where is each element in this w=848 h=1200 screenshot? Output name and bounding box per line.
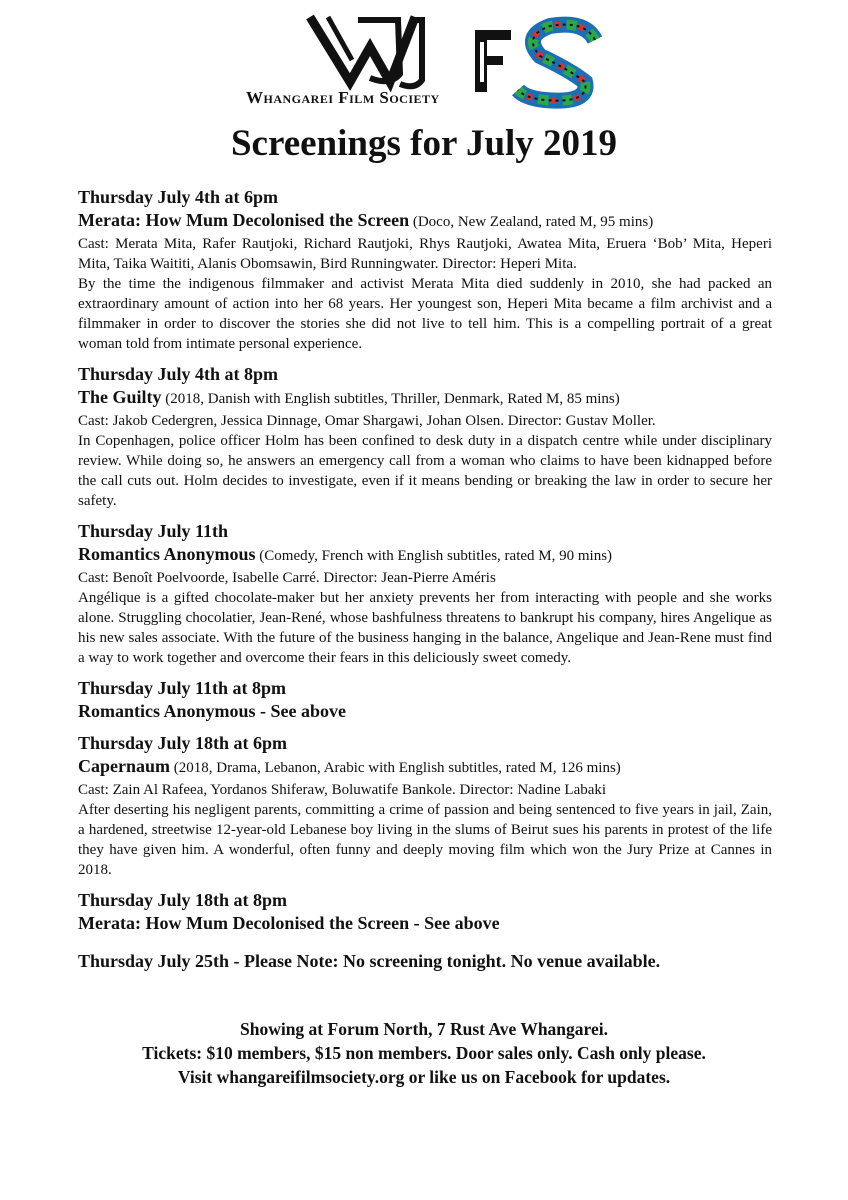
session-july-4-8pm: [78, 363, 772, 511]
film-description: After deserting his negligent parents, committing a crime of passion and being sentenced to five years in jail, Zain, a hardened, streetwise 12-year-old Lebanese boy living in the slums of Beirut sues his parents in protest of the life they have given him. A wonderful, often funny and deeply moving film which won the Jury Prize at Cannes in 2018.: [78, 802, 772, 878]
film-meta: (Doco, New Zealand, rated M, 95 mins): [409, 214, 654, 230]
session-july-11: [78, 520, 772, 668]
film-line: [78, 386, 772, 411]
page-title: Screenings for July 2019: [230, 123, 618, 164]
film-title: Capernaum: [78, 756, 171, 776]
session-heading: Thursday July 18th at 8pm: [78, 890, 288, 910]
session-heading: Thursday July 11th at 8pm: [78, 678, 287, 698]
film-cast: Cast: Jakob Cedergren, Jessica Dinnage, Omar Shargawi, Johan Olsen. Director: Gustav Moller.: [78, 413, 656, 429]
film-line: [78, 755, 772, 780]
logo-text: Whangarei Film Society: [246, 88, 440, 107]
website-line: Visit whangareifilmsociety.org or like us on Facebook for updates.: [177, 1067, 671, 1087]
film-cast: Cast: Benoît Poelvoorde, Isabelle Carré. Director: Jean-Pierre Améris: [78, 570, 496, 586]
film-line: [78, 543, 772, 568]
no-screening-note: Thursday July 25th - Please Note: No screening tonight. No venue available.: [78, 951, 661, 971]
film-cast: Cast: Merata Mita, Rafer Rautjoki, Richard Rautjoki, Rhys Rautjoki, Awatea Mita, Eruera ‘Bob’ Mita, Heperi Mita, Taika Waititi, Alanis Obomsawin, Bird Runningwater. Director: Heperi Mita.: [78, 236, 772, 272]
film-cast: Cast: Zain Al Rafeea, Yordanos Shiferaw, Boluwatife Bankole. Director: Nadine Labaki: [78, 782, 607, 798]
film-description: In Copenhagen, police officer Holm has been confined to desk duty in a dispatch centre while under disciplinary review. While doing so, he answers an emergency call from a woman who claims to have been kidnapped before the call cuts out. Holm decides to investigate, even if it means bending or breaking the law in order to secure her safety.: [78, 433, 772, 509]
film-description: By the time the indigenous filmmaker and activist Merata Mita died suddenly in 2010, she had packed an extraordinary amount of action into her 68 years. Her youngest son, Heperi Mita became a film archivist and a filmmaker in order to discover the stories she did not live to tell him. This is a compelling portrait of a great woman told from intimate personal experience.: [78, 276, 772, 352]
session-heading: Thursday July 4th at 8pm: [78, 364, 279, 384]
film-meta: (2018, Danish with English subtitles, Thriller, Denmark, Rated M, 85 mins): [161, 391, 620, 407]
tickets-line: Tickets: $10 members, $15 non members. Door sales only. Cash only please.: [142, 1043, 706, 1063]
session-heading: Thursday July 4th at 6pm: [78, 187, 279, 207]
film-title: Romantics Anonymous: [78, 544, 256, 564]
film-title: Merata: How Mum Decolonised the Screen - See above: [78, 913, 500, 933]
session-heading: Thursday July 18th at 6pm: [78, 733, 288, 753]
session-july-18-6pm: [78, 732, 772, 880]
film-line: [78, 209, 772, 234]
film-meta: (Comedy, French with English subtitles, rated M, 90 mins): [255, 548, 613, 564]
film-meta: (2018, Drama, Lebanon, Arabic with English subtitles, rated M, 126 mins): [170, 760, 621, 776]
session-july-4-6pm: [78, 186, 772, 354]
film-title: The Guilty: [78, 387, 162, 407]
screenings-list: [78, 186, 772, 972]
film-title: Romantics Anonymous - See above: [78, 701, 347, 721]
session-heading: Thursday July 11th: [78, 521, 229, 541]
film-description: Angélique is a gifted chocolate-maker but her anxiety prevents her from interacting with people and she works alone. Struggling chocolatier, Jean-René, whose bashfulness threatens to bankrupt his company, hires Angelique as his new sales associate. With the future of the business hanging in the balance, Angelique and Jean-Rene must find a way to work together and overcome their fears in this deliciously sweet comedy.: [78, 590, 772, 666]
footer-info: [0, 1017, 848, 1089]
session-july-11-8pm: [78, 677, 772, 723]
session-july-18-8pm: [78, 889, 772, 935]
film-title: Merata: How Mum Decolonised the Screen: [78, 210, 410, 230]
venue-line: Showing at Forum North, 7 Rust Ave Whangarei.: [239, 1019, 608, 1039]
